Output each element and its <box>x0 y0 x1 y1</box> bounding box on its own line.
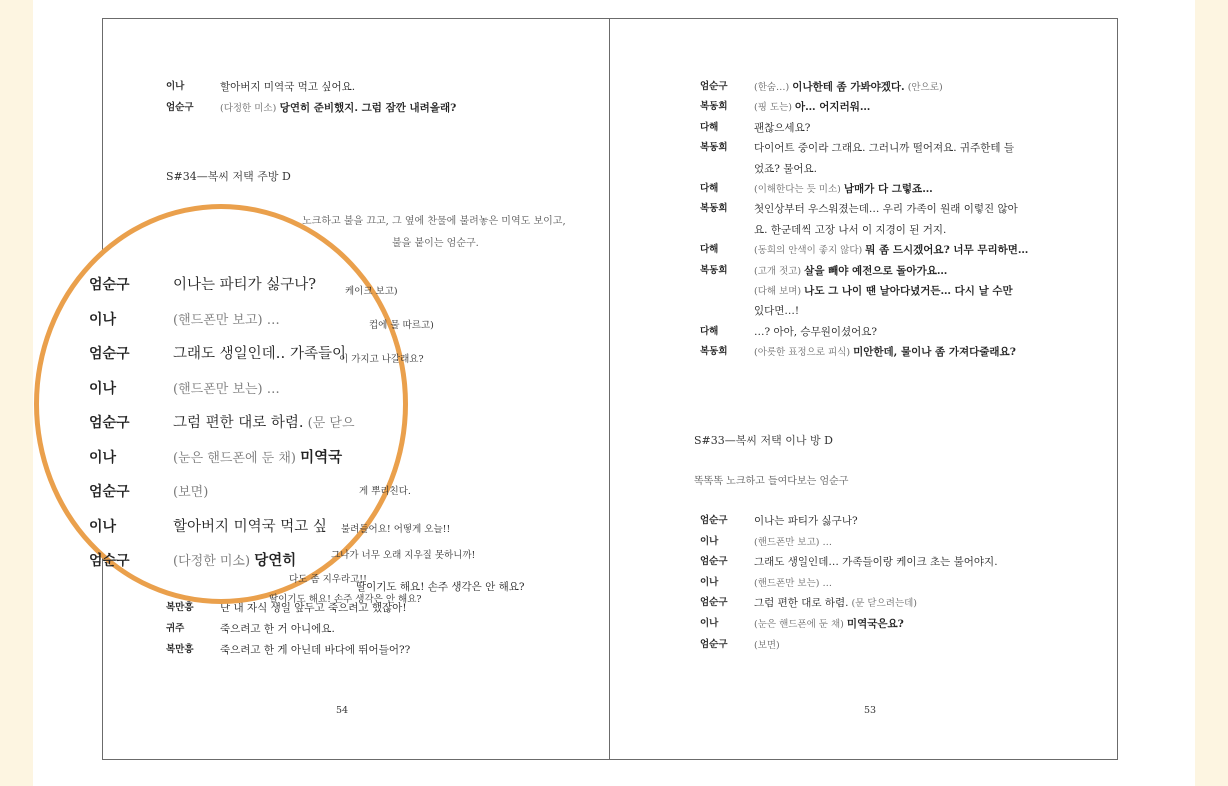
background-text-fragment: 컵에 물 따르고) <box>369 320 434 331</box>
speaker-name: 엄순구 <box>89 277 130 293</box>
background-text-fragment: 이 가지고 나갈래요? <box>339 354 424 365</box>
dialogue-text: 뭐 좀 드시겠어요? 너무 무리하면… <box>865 244 1029 257</box>
speaker-name: 복만흥 <box>166 644 194 655</box>
scene-heading: S#34—복씨 저택 주방 D <box>166 170 291 183</box>
dialogue-text: 할아버지 미역국 먹고 싶어요. <box>220 81 356 93</box>
line-content <box>754 80 943 95</box>
page-number: 53 <box>864 705 877 716</box>
dialogue-text: 그럼 편한 대로 하렴. <box>754 597 849 610</box>
dialogue-text: 미역국은요? <box>846 618 904 630</box>
speaker-name: 이나 <box>89 380 117 397</box>
action-line: 똑똑똑 노크하고 들여다보는 엄순구 <box>694 476 849 487</box>
line-content <box>754 345 1016 360</box>
speaker-name: 이나 <box>166 81 185 92</box>
line-content <box>754 284 1013 299</box>
line-content <box>754 555 998 569</box>
speaker-name: 엄순구 <box>700 81 728 92</box>
line-content <box>173 551 296 572</box>
line-content <box>754 596 917 611</box>
line-content <box>754 638 780 653</box>
stage-direction: (아릇한 표정으로 피식) <box>754 347 854 359</box>
dialogue-text: 아… 어지러워… <box>794 101 871 114</box>
dialogue-text: 나도 그 나이 땐 날아다녔거든… 다시 날 수만 <box>804 285 1013 297</box>
line-content <box>754 304 799 318</box>
line-content <box>173 448 342 469</box>
stage-direction: (눈은 핸드폰에 둔 채) <box>754 619 847 630</box>
dialogue-text: 그럼 편한 대로 하렴. <box>173 415 304 431</box>
background-text-fragment: 불려들어요! 어떻게 오늘!! <box>341 524 451 535</box>
line-content <box>754 535 832 550</box>
dialogue-text: …? 아아, 승무원이셨어요? <box>754 325 878 338</box>
speaker-name: 다해 <box>700 325 719 337</box>
stage-direction: (핸드폰만 보는) … <box>754 577 833 589</box>
dialogue-text: 난 내 자식 생일 앞두고 죽으려고 했잖아! <box>220 602 407 614</box>
dialogue-text: 미역국 <box>300 448 343 466</box>
dialogue-text: 요. 한군데씩 고장 나서 이 지경이 된 거지. <box>754 223 947 236</box>
speaker-name: 이나 <box>700 618 719 629</box>
stage-direction: (보면) <box>173 485 209 500</box>
dialogue-text: 있다면…! <box>754 305 800 318</box>
speaker-name: 엄순구 <box>700 556 728 568</box>
dialogue-text: 남매가 다 그렇죠… <box>843 183 933 195</box>
speaker-name: 이나 <box>89 518 117 535</box>
line-content <box>173 482 208 503</box>
line-content <box>754 202 1018 216</box>
line-content <box>754 325 877 339</box>
dialogue-text: 이나한테 좀 가봐야겠다. <box>792 81 905 93</box>
dialogue-text: 그래도 생일인데… 가족들이랑 케이크 초는 불어야지. <box>754 556 998 569</box>
stage-direction: (다해 보며) <box>754 286 805 297</box>
scene-heading: S#33—복씨 저택 이나 방 D <box>694 434 833 447</box>
dialogue-text: 딸이기도 해요! 손주 생각은 안 해요? <box>356 581 525 593</box>
action-line: 불을 붙이는 엄순구. <box>392 238 479 249</box>
background-text-fragment: 그나가 너무 오래 지우질 못하니까! <box>331 550 476 561</box>
speaker-name: 복만흥 <box>166 602 194 613</box>
dialogue-text: 이나는 파티가 싫구나? <box>173 277 317 293</box>
line-content <box>754 100 870 115</box>
line-content <box>754 576 832 591</box>
dialogue-text: 미안한데, 물이나 좀 가져다줄래요? <box>853 346 1016 359</box>
speaker-name: 엄순구 <box>89 415 130 431</box>
line-content <box>173 310 280 331</box>
speaker-name: 이나 <box>700 576 719 588</box>
stage-direction: (눈은 핸드폰에 둔 채) <box>173 450 301 466</box>
line-content <box>754 223 946 237</box>
page-number: 54 <box>336 705 349 716</box>
dialogue-text: 그래도 생일인데‥ 가족들이 <box>173 346 346 362</box>
line-content <box>754 617 904 632</box>
speaker-name: 엄순구 <box>700 638 728 650</box>
dialogue-text: 살을 빼야 예전으로 돌아가요… <box>804 264 948 277</box>
dialogue-text: 당연히 준비했지. 그럼 잠깐 내려올래? <box>279 102 457 114</box>
line-content <box>754 514 858 528</box>
dialogue-text: 괜찮으세요? <box>754 121 811 134</box>
line-content <box>754 243 1028 258</box>
speaker-name: 다해 <box>700 121 719 133</box>
stage-direction: (다정한 미소) <box>220 103 277 114</box>
speaker-name: 엄순구 <box>89 484 130 500</box>
stage-direction: (문 닫으려는데) <box>848 598 918 610</box>
speaker-name: 복동희 <box>700 203 728 215</box>
stage-direction: (문 닫으 <box>303 416 355 431</box>
stage-direction: (안으로) <box>904 82 943 93</box>
stage-direction: (핑 도는) <box>754 102 795 114</box>
dialogue-text: 다이어트 중이라 그래요. 그러니까 떨어져요. 귀주한테 들 <box>754 142 1014 155</box>
line-content <box>754 121 810 135</box>
dialogue-text: 었죠? 물어요. <box>754 162 818 175</box>
speaker-name: 복동희 <box>700 346 728 358</box>
background-text-fragment: 게 뿌리친다. <box>359 486 411 497</box>
background-text-fragment: 다도 좀 지우라고!! <box>289 574 367 585</box>
right-page <box>610 18 1118 760</box>
dialogue-text: 죽으려고 한 거 아니에요. <box>220 623 335 635</box>
speaker-name: 다해 <box>700 183 719 194</box>
speaker-name: 엄순구 <box>700 597 728 609</box>
dialogue-text: 죽으려고 한 게 아닌데 바다에 뛰어들어?? <box>220 644 411 656</box>
stage-direction: (핸드폰만 보는) … <box>173 381 280 397</box>
line-content <box>173 517 327 537</box>
background-text-fragment: 딸이기도 해요! 손주 생각은 안 해요? <box>269 594 422 605</box>
speaker-name: 엄순구 <box>89 346 130 362</box>
stage-direction: (핸드폰만 보고) … <box>173 312 280 328</box>
speaker-name: 이나 <box>89 311 117 328</box>
action-line: 노크하고 불을 끄고, 그 옆에 찬물에 불려놓은 미역도 보이고, <box>302 216 566 227</box>
line-content <box>173 413 355 434</box>
line-content <box>754 141 1014 155</box>
stage-direction: (고개 젓고) <box>754 265 805 277</box>
line-content <box>754 264 947 279</box>
speaker-name: 엄순구 <box>89 553 130 569</box>
line-content <box>173 344 346 364</box>
background-text-fragment: 케이크 보고) <box>345 286 398 297</box>
stage-direction: (핸드폰만 보고) … <box>754 536 833 548</box>
speaker-name: 복동희 <box>700 101 728 113</box>
stage-direction: (한숨…) <box>754 82 793 93</box>
speaker-name: 엄순구 <box>166 102 194 113</box>
dialogue-text: 할아버지 미역국 먹고 싶 <box>173 518 327 535</box>
line-content <box>754 182 933 197</box>
stage-direction: (보면) <box>754 639 780 651</box>
speaker-name: 이나 <box>700 535 719 547</box>
speaker-name: 복동희 <box>700 142 728 154</box>
speaker-name: 다해 <box>700 244 719 256</box>
speaker-name: 귀주 <box>166 623 185 634</box>
stage-direction: (동희의 안색이 좋지 않다) <box>754 245 866 257</box>
stage-direction: (다정한 미소) <box>173 554 255 569</box>
line-content <box>173 275 316 295</box>
speaker-name: 엄순구 <box>700 515 728 526</box>
speaker-name: 이나 <box>89 449 117 466</box>
speaker-name: 복동희 <box>700 264 728 276</box>
line-content <box>754 162 817 176</box>
dialogue-text: 당연히 <box>254 552 297 569</box>
dialogue-text: 이나는 파티가 싫구나? <box>754 515 858 527</box>
dialogue-text: 첫인상부터 우스워졌는데… 우리 가족이 원래 이렇진 않아 <box>754 203 1018 216</box>
stage-direction: (이해한다는 듯 미소) <box>754 184 844 195</box>
line-content <box>173 379 280 400</box>
